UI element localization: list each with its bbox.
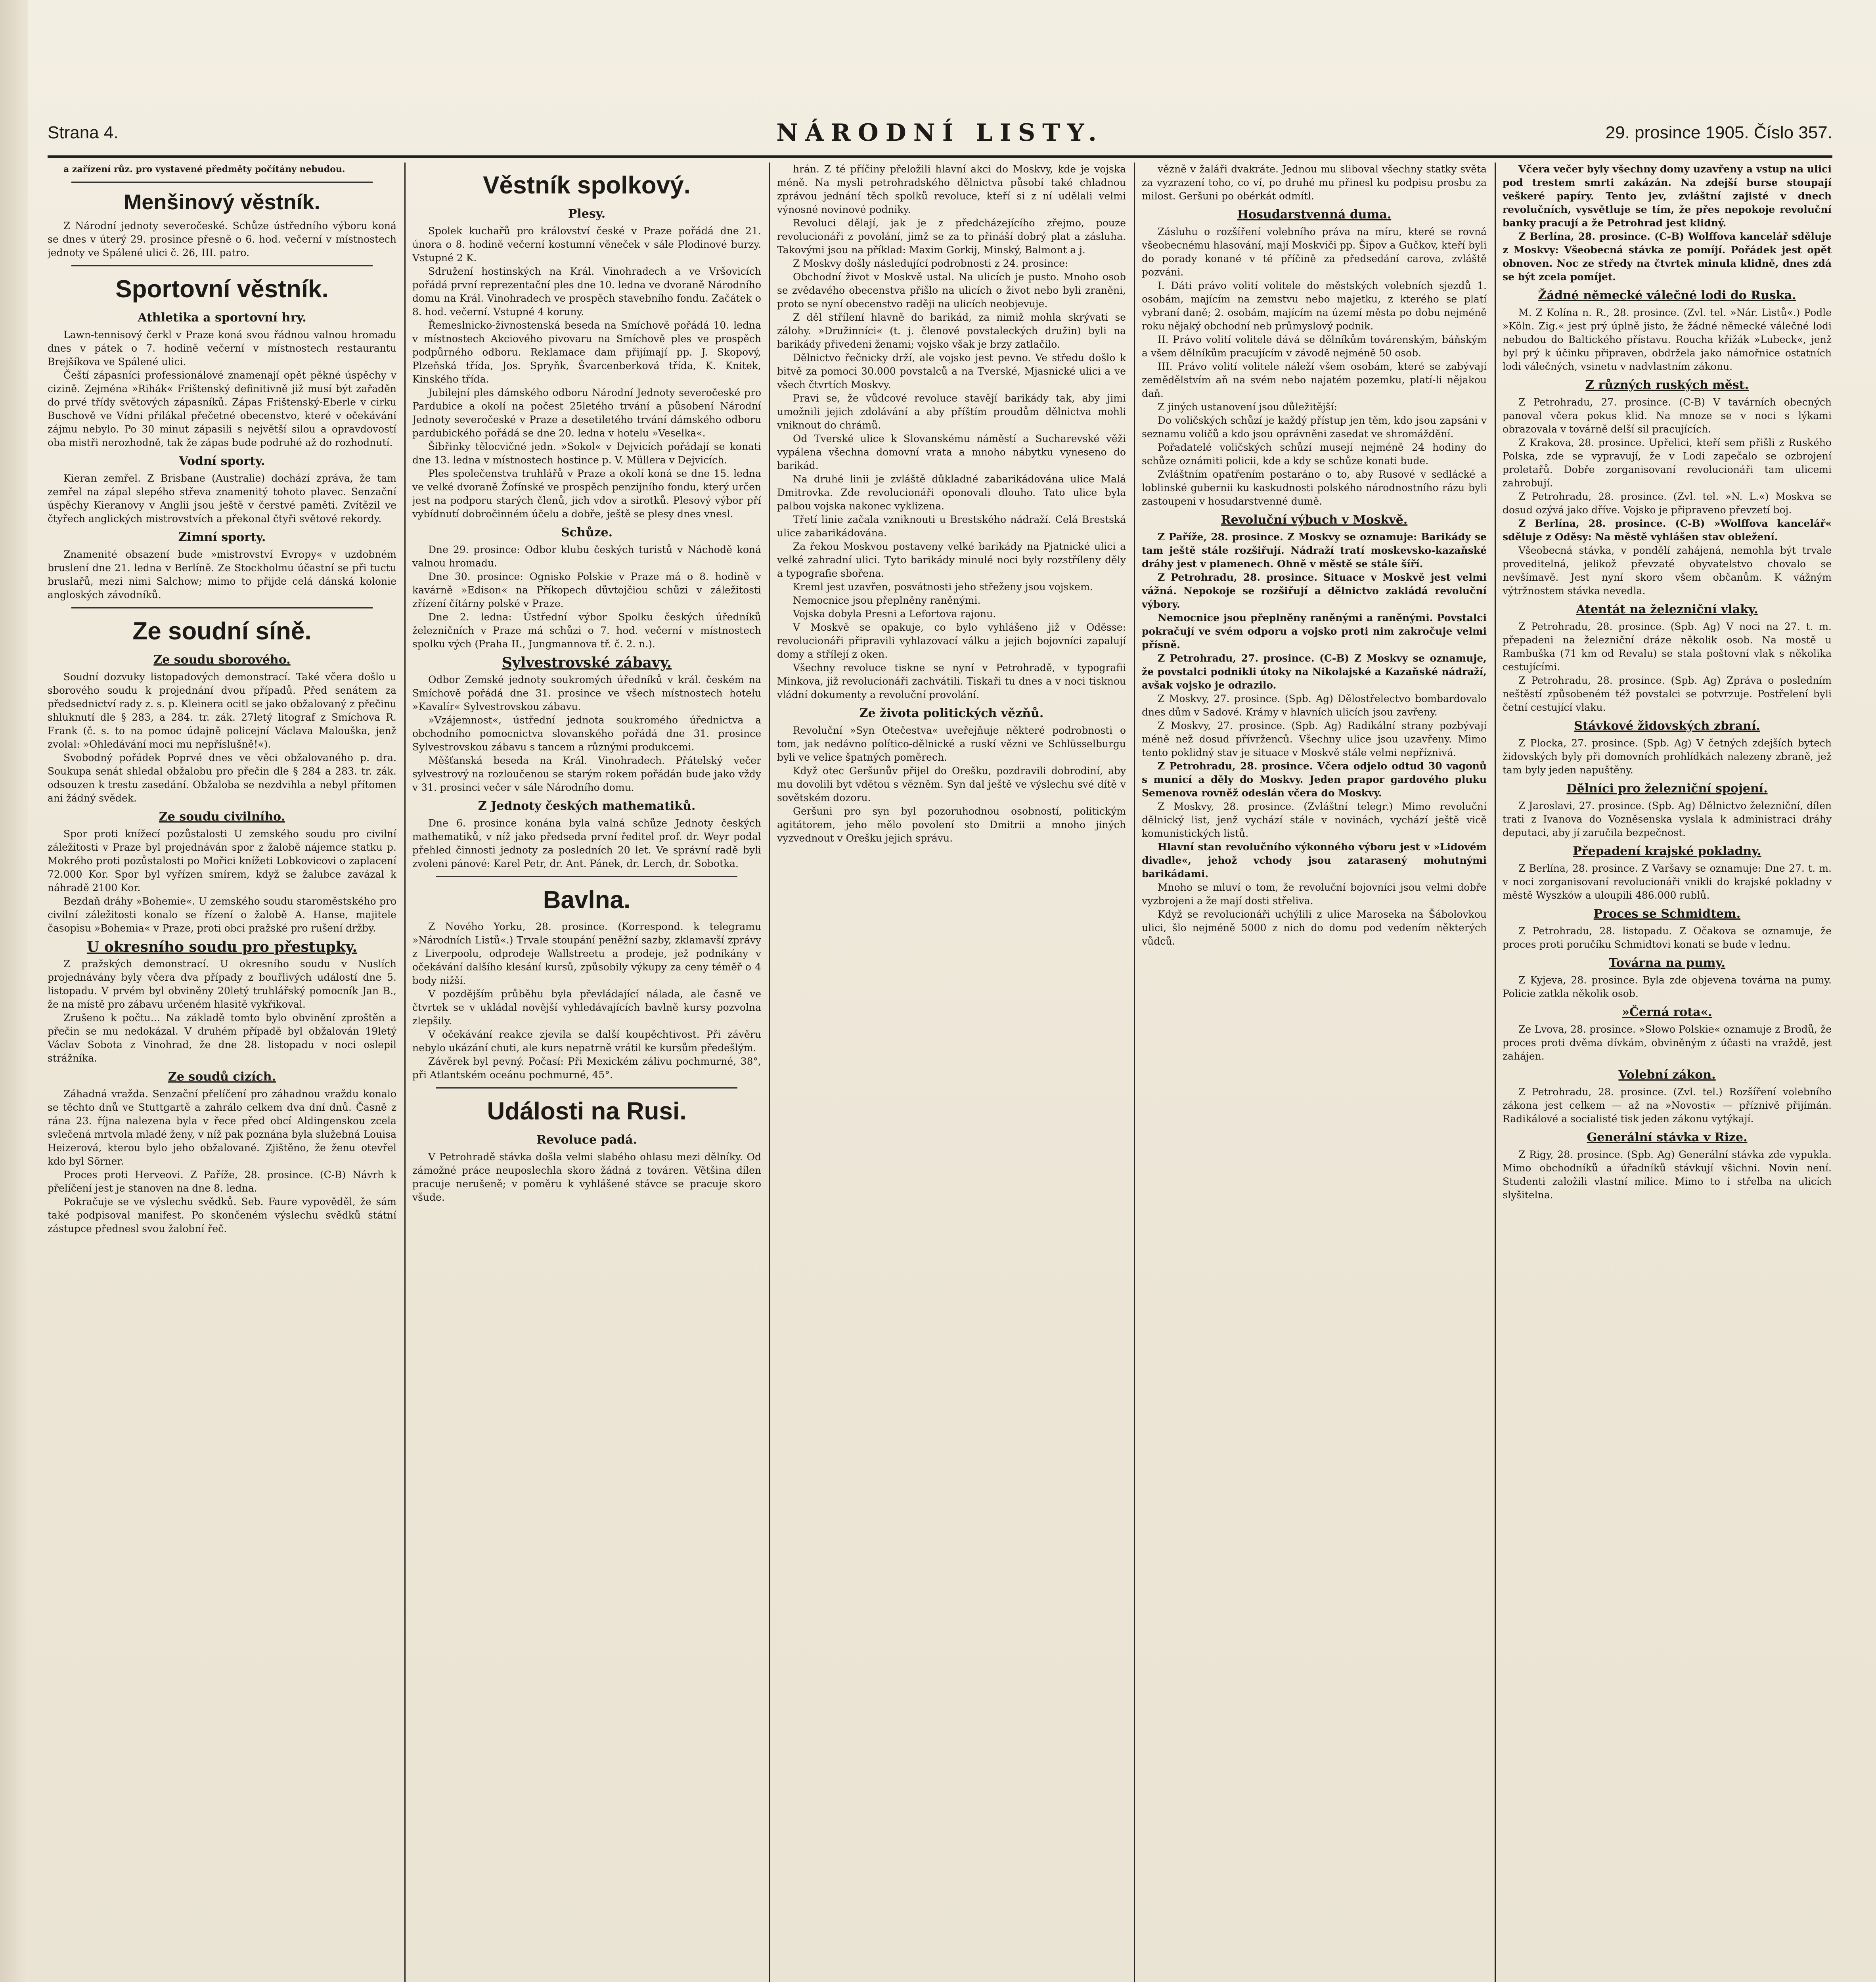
article-text: Proces proti Herveovi. Z Paříže, 28. prosince. (C-B) Návrh k přelíčení jest je stanoven na dne 8. ledna. — [48, 1169, 396, 1194]
article-text: Do voličských schůzí je každý přístup jen těm, kdo jsou zapsáni v seznamu voličů a kdo jsou oprávněni zasedat ve shromáždění. — [1142, 415, 1487, 440]
article-text: »Vzájemnost«, ústřední jednota soukromého úřednictva a obchodního pomocnictva slovanského pořádá dne 31. prosince Sylvestrovskou zábavu s tancem a různými produkcemi. — [412, 714, 761, 753]
column-4 — [1142, 163, 1487, 1982]
subheading: Atentát na železniční vlaky. — [1576, 603, 1758, 616]
subheading: U okresního soudu pro přestupky. — [86, 939, 358, 955]
subheading: Ze soudů cizích. — [168, 1070, 276, 1084]
article-text: Dne 29. prosince: Odbor klubu českých turistů v Náchodě koná valnou hromadu. — [412, 544, 761, 569]
article-text: Šibřinky tělocvičné jedn. »Sokol« v Dejvicích pořádají se konati dne 13. ledna v místnostech hostince p. V. Müllera v Dejvicích. — [412, 441, 761, 466]
subheading: Proces se Schmidtem. — [1593, 907, 1741, 921]
column-1 — [48, 163, 396, 1982]
article-text: Dne 2. ledna: Ústřední výbor Spolku českých úředníků železničních v Praze má schůzi o 7. hod. večerní v místnostech spolku vých (Praha II., Jungmannova tř. č. 2. n.). — [412, 611, 761, 650]
article-text: Z Petrohradu, 28. listopadu. Z Očakova se oznamuje, že proces proti poručíku Schmidtovi konati se bude v lednu. — [1503, 925, 1832, 950]
subheading: Továrna na pumy. — [1609, 956, 1725, 970]
article-text: Včera večer byly všechny domy uzavřeny a vstup na ulici pod trestem smrti zakázán. Na zdejší burse stoupají veškeré papíry. Tento jev, zvláštní zajisté v dnech revolučních, vysvětluje se tím, že přes nepokoje revoluční banky pracují a že Petrohrad jest klidný. — [1503, 163, 1832, 229]
section-title-rusi: Události na Rusi. — [487, 1098, 687, 1125]
article-text: Zásluhu o rozšíření volebního práva na míru, které se rovná všeobecnému hlasování, mají Moskviči pp. Šipov a Gučkov, kteří byli do porady konané v té příčině za předsedání carova, zvláště pozváni. — [1142, 226, 1487, 278]
article-text: Sdružení hostinských na Král. Vinohradech a ve Vršovicích pořádá první reprezentační ples dne 10. ledna ve dvoraně Národního domu na Král. Vinohradech ve prospěch stavebního fondu. Začátek o 8. hod. večerní. Vstupné 4 koruny. — [412, 266, 761, 318]
subheading: Přepadení krajské pokladny. — [1573, 844, 1761, 858]
article-text: Nemocnice jsou přeplněny raněnými. — [793, 595, 981, 606]
article-text: Z Petrohradu, 27. prosince. (C-B) V tavárních obecných panoval včera pokus klid. Na mnoze se v noci s lýkami obrazovala v továrně delší sil pracujících. — [1503, 396, 1832, 435]
article-text: Závěrek byl pevný. Počasí: Při Mexickém zálivu pochmurné, 38°, při Atlantském oceánu pochmurné, 45°. — [412, 1056, 761, 1081]
article-text: Vojska dobyla Presni a Lefortova rajonu. — [793, 608, 996, 620]
section-title-vestnik: Věstník spolkový. — [483, 172, 691, 199]
article-text: Z Kyjeva, 28. prosince. Byla zde objevena továrna na pumy. Policie zatkla několik osob. — [1503, 974, 1832, 999]
subheading: Zimní sporty. — [178, 530, 266, 544]
article-text: vězně v žaláři dvakráte. Jednou mu sliboval všechny statky světa za vyzrazení toho, co ví, po druhé mu přinesl ku podpisu prosbu za milost. Geršuni po obérkát odmítl. — [1142, 163, 1487, 202]
article-text: Z Krakova, 28. prosince. Upřelici, kteří sem přišli z Ruského Polska, zde se vypravují, že v Lodi zapečalo se ozbrojení proletařů. Dobře zorganisovaní revolucionáři tam ulicemi zahrobují. — [1503, 437, 1832, 489]
subheading: Athletika a sportovní hry. — [138, 311, 306, 325]
article-text: Znamenité obsazení bude »mistrovství Evropy« v uzdobném bruslení dne 21. ledna v Berlíně. Ze Stockholmu účastní se při tuctu bruslařů, mezi nimi Salchow; mimo to přijde celá dánská kolonie angloských závodníků. — [48, 549, 396, 601]
intro-text: a zařízení růz. pro vystavené předměty počítány nebudou. — [63, 164, 345, 174]
subheading: Schůze. — [561, 526, 613, 540]
subheading: Stávkové židovských zbraní. — [1574, 719, 1760, 733]
divider — [436, 1087, 737, 1089]
article-text: Z Petrohradu, 28. prosince. (Spb. Ag) Zpráva o posledním neštěstí způsobeném též povstalci se potvrzuje. Postřelení byli četní cestující vlaku. — [1503, 675, 1832, 713]
article-text: Pokračuje se ve výslechu svědků. Seb. Faure vypověděl, že sám také podpisoval manifest. Po skončeném výslechu svědků státní zástupce přednesl svou žalobní řeč. — [48, 1196, 396, 1234]
column-rule — [769, 163, 770, 1982]
article-text: Nemocnice jsou přeplněny raněnými a raněnými. Povstalci pokračují ve svém odporu a vojsko proti nim zakročuje velmi přísně. — [1142, 612, 1487, 650]
subheading: Vodní sporty. — [179, 454, 265, 468]
article-text: Z Národní jednoty severočeské. Schůze ústředního výboru koná se dnes v úterý 29. prosince přesně o 6. hod. večerní v místnostech jednoty ve Spálené ulici č. 26, III. patro. — [48, 220, 396, 258]
subheading: Žádné německé válečné lodi do Ruska. — [1538, 289, 1796, 302]
article-text: Bezdaň dráhy »Bohemie«. U zemského soudu staroměstského pro civilní záležitosti konalo se řízení o žalobě A. Hanse, majitele časopisu »Bohemia« v Praze, proti obci pražské pro rušení držby. — [48, 895, 396, 934]
article-text: Ze Lvova, 28. prosince. »Słowo Polskie« oznamuje z Brodů, že proces proti dvěma dívkám, obviněným z účasti na vraždě, jest zahájen. — [1503, 1024, 1832, 1062]
article-text: Pravi se, že vůdcové revoluce stavějí barikády tak, aby jimi umožnili jejich zdolávání a aby příštím proudům dělnictva mohli vniknout do chrámů. — [777, 392, 1126, 431]
article-text: Z Petrohradu, 28. prosince. Včera odjelo odtud 30 vagonů s municí a děly do Moskvy. Jeden prapor gardového pluku Semenova rovněž odeslán včera do Moskvy. — [1142, 760, 1487, 799]
masthead-rule — [48, 155, 1832, 158]
article-text: Zvláštním opatřením postaráno o to, aby Rusové v sedlácké a loblinské gubernii ku kaskudnosti polského národnostního rázu byli zastoupeni v hosudarstvenné dumě. — [1142, 469, 1487, 507]
article-text: Z Paříže, 28. prosince. Z Moskvy se oznamuje: Barikády se tam ještě stále rozšiřují. Nádraží tratí moskevsko-kazaňské dráhy jest v plamenech. Ohně v městě se stále šíří. — [1142, 531, 1487, 570]
article-text: Z Berlína, 28. prosince. (C-B) Wolffova kancelář sděluje z Moskvy: Všeobecná stávka ze pomíjí. Pořádek jest opět obnoven. Noc ze středy na čtvrtek minula klidně, dnes zdá se být zcela pomíjet. — [1503, 231, 1832, 283]
article-text: Zrušeno k počtu... Na základě tomto bylo obvinění zproštěn a přečin se mu nedokázal. V druhém případě byl obžalován 19letý Václav Sobota z Vinohrad, že dne 28. listopadu v noci oslepil strážníka. — [48, 1012, 396, 1064]
article-text: Z děl střílení hlavně do barikád, za nimiž mohla skrývati se zálohy. »Družinníci« (t. j. členové povstaleckých družin) byli na barikády přivedeni ženami; vojsko však je brzy zatlačilo. — [777, 312, 1126, 350]
article-text: Z Moskvy, 27. prosince. (Spb. Ag) Radikální strany pozbývají méně než dosud přívrženců. Všechny ulice jsou uzavřeny. Mimo tento poklidný stav je situace v Moskvě stále velmi nepříznivá. — [1142, 720, 1487, 758]
article-text: Revoluční »Syn Otečestva« uveřejňuje některé podrobnosti o tom, jak nedávno político-dělnické a ruskí vězni ve Schlüsselburgu byli ve velice špatných poměrech. — [777, 725, 1126, 763]
article-text: Všechny revoluce tiskne se nyní v Petrohradě, v typografii Minkova, již revolucionáři zachvátili. Tiskaři tu dnes a v noci tisknou vládní dokumenty a revoluční provolání. — [777, 662, 1126, 700]
article-text: Záhadná vražda. Senzační přelíčení pro záhadnou vraždu konalo se těchto dnů ve Stuttgartě a zahrálo celkem dva dní dnů. Časně z rána 23. října nalezena byla v řece před obcí Aldingenskou zcela svlečená mrtvola mladé ženy, v níž pak poznána byla služebná Louisa Heizerová, kterou bylo jeho obžalované. Zjištěno, že ženu otevřel kdo byl Sörner. — [48, 1088, 396, 1167]
article-text: Řemeslnicko-živnostenská beseda na Smíchově pořádá 10. ledna v místnostech Akciového pivovaru na Smíchově ples ve prospěch podpůrného odboru. Reklamace dam přijímají pp. J. Skopový, Plzeňská třída, Jos. Spryňk, Švarcenberková třída, K. Knitek, Kinského třída. — [412, 319, 761, 385]
article-text: Měšťanská beseda na Král. Vinohradech. Přátelský večer sylvestrový na rozloučenou se starým rokem pořádán bude jako vždy v 31. prosinci večer v sále Národního domu. — [412, 755, 761, 793]
article-text: III. Právo volití volitele náleží všem osobám, které se zabývají zemědělstvím aň na svém nebo najatém pozemku, platí-li nějakou daň. — [1142, 361, 1487, 399]
subheading: Z Jednoty českých mathematiků. — [478, 799, 696, 813]
column-rule — [1134, 163, 1135, 1982]
issue-date-number: 29. prosince 1905. Číslo 357. — [1605, 123, 1832, 142]
article-text: Na druhé linii je zvláště důkladné zabarikádována ulice Malá Dmitrovka. Zde revolucionáři oponovali dlouho. Tato ulice byla palbou vojska nakonec vyklizena. — [777, 473, 1126, 512]
article-text: I. Dáti právo volití volitele do městských volebních sjezdů 1. osobám, majícím na zemstvu nebo majetku, z kterého se platí vybraní daně; 2. osobám, majícím na území města po dobu nejméně roku nějaký obchodní neb průmyslový podnik. — [1142, 280, 1487, 332]
article-text: Lawn-tennisový čerkl v Praze koná svou řádnou valnou hromadu dnes v pátek o 7. hodině večerní v místnostech restaurantu Brejšíkova ve Spálené ulici. — [48, 329, 396, 367]
article-text: Když otec Geršunův přijel do Orešku, pozdravili dobrodiní, aby mu dovolili byt vdětou s vězněm. Syn dal ještě ve výslechu své dítě v sovětském dozoru. — [777, 765, 1126, 804]
article-text: Z Rigy, 28. prosince. (Spb. Ag) Generální stávka zde vypukla. Mimo obchodníků a úřadníků stávkují všichni. Novin není. Studenti založili vlastní milice. Mimo to i střelba na ulicích slyšitelna. — [1503, 1149, 1832, 1201]
section-title-soudni: Ze soudní síně. — [132, 618, 312, 645]
article-text: Revoluci dělají, jak je z předcházejícího zřejmo, pouze revolucionáři z povolání, jimž se za to přináší dobrý plat a zásluha. Takovými jsou na příklad: Maxim Gorkij, Minský, Balmont a j. — [777, 217, 1126, 256]
article-text: Spolek kuchařů pro království české v Praze pořádá dne 21. února o 8. hodině večerní kostumní věneček v sále Plodinové burzy. Vstupné 2 K. — [412, 225, 761, 264]
page-binding-edge — [0, 0, 28, 1982]
divider — [436, 876, 737, 877]
subheading: Plesy. — [568, 207, 606, 221]
article-text: Z jiných ustanovení jsou důležitější: — [1158, 401, 1337, 413]
section-title-bavlna: Bavlna. — [543, 886, 631, 914]
subheading: Ze soudu sborového. — [153, 653, 291, 667]
article-text: Z Petrohradu, 28. prosince. (Spb. Ag) V noci na 27. t. m. přepadeni na železniční dráze několik osob. Na mostě u Rambuška (71 km od Revalu) se stala poštovní vlak s několika cestujícími. — [1503, 621, 1832, 673]
article-text: Soudní dozvuky listopadových demonstrací. Také včera došlo u sborového soudu k projednání dvou případů. Před senátem za předsednictví rady z. s. p. Kleinera ocitl se jako obžalovaný z přečinu shluknutí dle § 283, a 284. tr. zák. 27letý litograf z Smíchova R. Frank (č. s. to na pomoc údajně policejní Václava Malouška, jenž zvolal: »Ohledávání moci mu nepříslušně!«). — [48, 671, 396, 750]
article-text: Čeští zápasníci professionálové znamenají opět pěkné úspěchy v cizině. Zejména »Rihák« Frištenský definitivně již musí být zařaděn do prvé třídy světových zápasníků. Zápas Frištenský-Eberle v cirku Buschově ve Vídni přilákal přečetné obecenstvo, které v očekávání zájmu nebylo. Po 30 minut zápasili s největší silou a opravdovostí oba mistři nerozhodně, tak že zápas bude podruhé až do rozhodnutí. — [48, 369, 396, 448]
article-text: Geršuni pro syn byl pozoruhodnou osobností, politickým agitátorem, jeho mělo povolení sto Dmitrii a mnoho jiných vyzvednout v Orešku jejich správu. — [777, 805, 1126, 844]
article-text: Z Petrohradu, 28. prosince. (Zvl. tel.) Rozšíření volebního zákona jest celkem — až na »Novosti« — příznivě přijímán. Radikálové a socialisté tisk jeden zákonu vytýkají. — [1503, 1086, 1832, 1125]
subheading: Ze soudu civilního. — [159, 810, 285, 824]
subheading: Sylvestrovské zábavy. — [502, 654, 672, 671]
article-text: V Petrohradě stávka došla velmi slabého ohlasu mezi dělníky. Od zámožné práce neuposlechla skoro žádná z továren. Většina dílen pracuje nerušeně; v poměru k vyhlášené stávce se pracuje skoro všude. — [412, 1151, 761, 1203]
article-text: Z Petrohradu, 28. prosince. Situace v Moskvě jest velmi vážná. Nepokoje se rozšiřují a dělnictvo zakládá revoluční výbory. — [1142, 572, 1487, 610]
article-text: V očekávání reakce zjevila se další koupěchtivost. Při závěru nebylo ukázání chuti, ale kurs nepatrně vrátil ke kursům předešlým. — [412, 1029, 761, 1054]
newspaper-title: NÁRODNÍ LISTY. — [776, 119, 1104, 147]
article-text: Z Moskvy, 28. prosince. (Zvláštní telegr.) Mimo revoluční dělnický list, jenž vychází stále v novinách, vychází ještě vicě komunistických listů. — [1142, 801, 1487, 839]
article-text: Třetí linie začala vzniknouti u Brestského nádraží. Celá Brestská ulice zabarikádována. — [777, 514, 1126, 539]
article-text: Kreml jest uzavřen, posvátnosti jeho střeženy jsou vojskem. — [793, 581, 1093, 593]
article-text: Z Berlína, 28. prosince. Z Varšavy se oznamuje: Dne 27. t. m. v noci zorganisovaní revolucionáři vnikli do krajské pokladny v městě Wyszków a uloupili 486.000 rublů. — [1503, 863, 1832, 901]
article-text: Z pražských demonstrací. U okresního soudu v Nuslích projednávány byly včera dva případy z bouřlivých událostí dne 5. listopadu. V prvém byl obviněny 20letý truhlářský pomocník Jan B., že na místě pro zábavu určeném hlasitě vykřikoval. — [48, 958, 396, 1010]
subheading: Ze života politických vězňů. — [859, 706, 1044, 720]
subheading: Revoluce padá. — [536, 1133, 637, 1147]
column-5 — [1503, 163, 1832, 1982]
divider — [71, 607, 373, 608]
article-text: Za řekou Moskvou postaveny velké barikády na Pjatnické ulici a velké zahradní ulici. Tyto barikády minulé noci byly rozstříleny děly a typografie sbořena. — [777, 541, 1126, 579]
article-text: Svobodný pořádek Poprvé dnes ve věci obžalovaného p. dra. Soukupa senát shledal obžalobu pro přečin dle § 284 a 283. tr. zák. odsouzen k trestu zasedání. Obžaloba se nezdvihla a nebyl přítomen ani žádný svědek. — [48, 752, 396, 804]
article-text: Mnoho se mluví o tom, že revoluční bojovníci jsou velmi dobře vyzbrojeni a že mají dosti střeliva. — [1142, 882, 1487, 907]
article-text: Od Tverské ulice k Slovanskému náměstí a Sucharevské věži vypálena všechna domovní vrata a mnoho nábytku vyneseno do barikád. — [777, 433, 1126, 471]
article-text: Dělnictvo řečnicky drží, ale vojsko jest pevno. Ve středu došlo k bitvě za pomoci 30.000 povstalců a na Tverské, Mjasnické ulici a ve všech čtvrtích Moskvy. — [777, 352, 1126, 390]
article-text: Obchodní život v Moskvě ustal. Na ulicích je pusto. Mnoho osob se zvědavého obecenstva přišlo na ulicích o život nebo byli zraněni, proto se nyní obecenstvo raději na ulicích neobjevuje. — [777, 271, 1126, 310]
column-3 — [777, 163, 1126, 1982]
article-text: M. Z Kolína n. R., 28. prosince. (Zvl. tel. »Nár. Listů«.) Podle »Köln. Zig.« jest prý úplně jisto, že žádné německé válečné lodi nebudou do Baltického přístavu. Roucha křižák »Lubeck«, jenž byl prý k účinku připraven, obdržela jako námořnice ostatních lodi válečných, vsinetu v nadvlastním zákonu. — [1503, 307, 1832, 372]
subheading: Dělníci pro železniční spojení. — [1566, 782, 1768, 796]
article-text: hrán. Z té příčiny přeložili hlavní akci do Moskvy, kde je vojska méně. Na mysli petrohradského dělnictva působí také chladnou zprávou jednání těch spolků revoluce, kteří si z ní udělali velmi výnosné novinové podniky. — [777, 163, 1126, 215]
article-text: Spor proti knížecí pozůstalosti U zemského soudu pro civilní záležitosti v Praze byl projednáván spor z žalobě nájemce statku p. Mokrého proti pozůstalosti po Mořici knížeti Lobkovicovi o zaplacení 72.000 Kor. Spor byl vyřízen smírem, když se žalubce zavázal k náhradě 2100 Kor. — [48, 828, 396, 893]
subheading: Revoluční výbuch v Moskvě. — [1221, 513, 1408, 527]
subheading: Generální stávka v Rize. — [1587, 1131, 1748, 1144]
article-text: Z Moskvy, 27. prosince. (Spb. Ag) Dělostřelectvo bombardovalo dnes dům v Sadové. Krámy v hlavních ulicích jsou zavřeny. — [1142, 693, 1487, 718]
article-text: Dne 6. prosince konána byla valná schůze Jednoty českých mathematiků, v níž jako předseda první ředitel prof. dr. Weyr podal přehled činnosti jednoty za posledních 20 let. Ve správní radě byli zvoleni pánové: Karel Petr, dr. Ant. Pánek, dr. Lerch, dr. Sobotka. — [412, 817, 761, 869]
article-text: Jubilejní ples dámského odboru Národní Jednoty severočeské pro Pardubice a okolí na počest 25letého trvání a působení Národní Jednoty severočeské v Praze a desetiletého trvání dámského odboru pardubického pořádá se dne 20. ledna v hotelu »Veselka«. — [412, 387, 761, 439]
subheading: Hosudarstvenná duma. — [1237, 208, 1392, 222]
masthead — [48, 119, 1832, 155]
divider — [71, 265, 373, 266]
article-text: Pořadatelé voličských schůzí musejí nejméně 24 hodiny do schůze oznámiti policii, kde a kdy se schůze konati bude. — [1142, 442, 1487, 467]
article-text: Z Jaroslavi, 27. prosince. (Spb. Ag) Dělnictvo železniční, dílen trati z Ivanova do Vozněsenska vyslala k administraci dráhy deputaci, aby jí zaručila bezpečnost. — [1503, 800, 1832, 838]
article-text: Odbor Zemské jednoty soukromých úředníků v král. českém na Smíchově pořádá dne 31. prosince ve všech místnostech hotelu »Kavalír« Sylvestrovskou zábavu. — [412, 674, 761, 712]
divider — [71, 182, 373, 183]
article-text: II. Právo volití volitele dává se dělníkům továrenským, báňským a všem dělníkům pracujícím v závodě nejméně 50 osob. — [1142, 334, 1487, 359]
article-text: Hlavní stan revolučního výkonného výboru jest v »Lidovém divadle«, jehož vchody jsou zatarasený mohutnými barikádami. — [1142, 841, 1487, 880]
article-text: Z Nového Yorku, 28. prosince. (Korrespond. k telegramu »Národních Listů«.) Trvale stoupání peněžní sazby, zklamavší zprávy z Liverpoolu, odprodeje Wallstreetu a prodeje, jež podnikány v očekávání dalšího klesání kursů, způsobily výkupy za ceny téměř o 4 body nižší. — [412, 921, 761, 986]
subheading: »Černá rota«. — [1622, 1005, 1712, 1019]
article-text: Kieran zemřel. Z Brisbane (Australie) dochází zpráva, že tam zemřel na zápal slepého střeva znamenitý tohoto plavec. Senzační úspěchy Kieranovy v Anglii jsou ještě v čerstvé paměti. Zvítězil ve čtyřech anglických mistrovstvích a překonal čtyři světové rekordy. — [48, 473, 396, 524]
article-text: Z Plocka, 27. prosince. (Spb. Ag) V četných zdejších bytech židovských byly při domovních prohlídkách nalezeny zbraně, jež tam byly jeden napuštěny. — [1503, 737, 1832, 776]
article-text: Z Berlína, 28. prosince. (C-B) »Wolffova kancelář« sděluje z Oděsy: Na městě vyhlášen stav obležení. — [1503, 518, 1832, 543]
article-text: Dne 30. prosince: Ognisko Polskie v Praze má o 8. hodině v kavárně »Edison« na Příkopech důvtojčiou schůzi v záležitosti zřízení čítárny polské v Praze. — [412, 571, 761, 609]
article-text: Z Petrohradu, 28. prosince. (Zvl. tel. »N. L.«) Moskva se dosud ozývá jako dříve. Vojsko je připraveno převzetí boj. — [1503, 491, 1832, 516]
article-text: Ples společenstva truhlářů v Praze a okolí koná se dne 15. ledna ve velké dvoraně Žofínské ve prospěch penzijního fondu, který určen jest na podporu starých členů, jich vdov a sirotků. Plesový výbor pří vybídnutí dobročinném účelu a dobře, ještě se plesy dnes vnesl. — [412, 468, 761, 520]
column-2 — [412, 163, 761, 1982]
article-text: V Moskvě se opakuje, co bylo vyhlášeno již v Oděsse: revolucionáři připravili vyhlazovací válku a jejich bojovníci zapalují domy a střílejí z oken. — [777, 622, 1126, 660]
subheading: Volební zákon. — [1618, 1068, 1716, 1082]
article-text: Z Moskvy došly následující podrobnosti z 24. prosince: — [793, 258, 1068, 269]
column-rule — [404, 163, 406, 1982]
article-text: V pozdějším průběhu byla převládající nálada, ale časně ve čtvrtek se v ukládal novější vyhledávajících bavlně kursy pozvolna zlepšily. — [412, 988, 761, 1027]
article-text: Když se revolucionáři uchýlili z ulice Maroseka na Šábolovkou ulici, šlo nejméně 5000 z nich do domu pod vedením některých vůdců. — [1142, 909, 1487, 947]
subheading: Z různých ruských měst. — [1585, 378, 1749, 392]
article-text: Z Petrohradu, 27. prosince. (C-B) Z Moskvy se oznamuje, že povstalci podnikli útoky na Nikolajské a Kazaňské nádraží, avšak vojsko je odrazilo. — [1142, 652, 1487, 691]
column-rule — [1495, 163, 1496, 1982]
article-text: Všeobecná stávka, v pondělí zahájená, nemohla být trvale proveditelná, jelikož převzaté obyvatelstvo chovalo se nevšímavě. Jest nyní skoro všem občanům. K vážným výtržnostem stávka nevedla. — [1503, 545, 1832, 597]
section-title-sport: Sportovní věstník. — [115, 275, 329, 303]
page-number: Strana 4. — [48, 123, 119, 142]
section-title-mensinovy: Menšinový věstník. — [124, 190, 320, 214]
